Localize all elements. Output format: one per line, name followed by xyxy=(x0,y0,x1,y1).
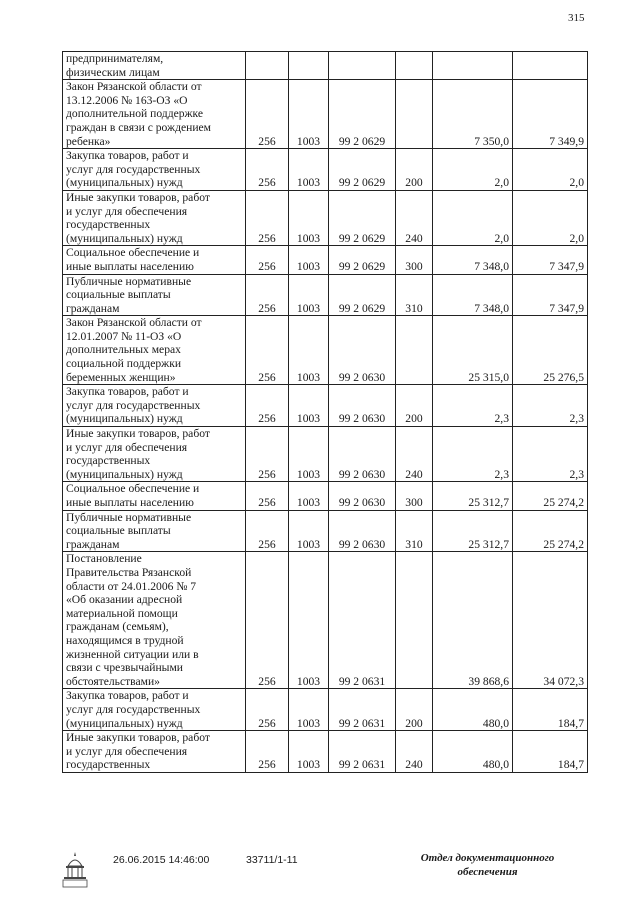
planned-amount: 25 312,7 xyxy=(433,482,513,510)
row-name: предпринимателям, физическим лицам xyxy=(63,52,246,80)
section-code: 1003 xyxy=(289,731,329,773)
expense-kind: 240 xyxy=(396,190,433,245)
section-code: 1003 xyxy=(289,316,329,385)
row-name: Публичные нормативные социальные выплаты гражданам xyxy=(63,274,246,316)
admin-code: 256 xyxy=(246,149,289,191)
row-name: Закон Рязанской области от 12.01.2007 № 11-ОЗ «О дополнительных мерах социальной поддержки беременных женщин» xyxy=(63,316,246,385)
footer-datetime: 26.06.2015 14:46:00 xyxy=(113,854,210,866)
actual-amount: 2,3 xyxy=(513,427,588,482)
table-row xyxy=(63,80,588,149)
actual-amount xyxy=(513,52,588,80)
actual-amount: 184,7 xyxy=(513,731,588,773)
page-footer xyxy=(0,850,640,900)
actual-amount: 25 274,2 xyxy=(513,482,588,510)
section-code: 1003 xyxy=(289,385,329,427)
planned-amount: 7 348,0 xyxy=(433,246,513,274)
admin-code: 256 xyxy=(246,552,289,689)
target-code: 99 2 0631 xyxy=(329,689,396,731)
admin-code: 256 xyxy=(246,316,289,385)
expense-kind: 240 xyxy=(396,427,433,482)
planned-amount: 480,0 xyxy=(433,689,513,731)
footer-dept-line2: обеспечения xyxy=(457,866,518,878)
expense-kind: 200 xyxy=(396,689,433,731)
target-code: 99 2 0631 xyxy=(329,731,396,773)
actual-amount: 25 274,2 xyxy=(513,510,588,552)
planned-amount xyxy=(433,52,513,80)
table-row xyxy=(63,274,588,316)
duma-seal-icon xyxy=(60,850,90,888)
table-row xyxy=(63,316,588,385)
planned-amount: 2,3 xyxy=(433,385,513,427)
actual-amount: 34 072,3 xyxy=(513,552,588,689)
actual-amount: 2,0 xyxy=(513,190,588,245)
row-name: Закупка товаров, работ и услуг для государственных (муниципальных) нужд xyxy=(63,689,246,731)
footer-department xyxy=(400,851,575,879)
target-code: 99 2 0630 xyxy=(329,482,396,510)
admin-code: 256 xyxy=(246,482,289,510)
target-code: 99 2 0629 xyxy=(329,274,396,316)
table-row xyxy=(63,149,588,191)
actual-amount: 184,7 xyxy=(513,689,588,731)
actual-amount: 7 347,9 xyxy=(513,274,588,316)
admin-code: 256 xyxy=(246,80,289,149)
section-code: 1003 xyxy=(289,149,329,191)
admin-code: 256 xyxy=(246,246,289,274)
admin-code: 256 xyxy=(246,731,289,773)
actual-amount: 25 276,5 xyxy=(513,316,588,385)
admin-code: 256 xyxy=(246,385,289,427)
target-code: 99 2 0629 xyxy=(329,246,396,274)
row-name: Публичные нормативные социальные выплаты гражданам xyxy=(63,510,246,552)
expense-kind: 300 xyxy=(396,482,433,510)
actual-amount: 7 347,9 xyxy=(513,246,588,274)
table-row xyxy=(63,510,588,552)
table-row xyxy=(63,385,588,427)
expense-kind: 310 xyxy=(396,274,433,316)
expense-kind xyxy=(396,52,433,80)
target-code: 99 2 0630 xyxy=(329,427,396,482)
table-row xyxy=(63,482,588,510)
row-name: Закупка товаров, работ и услуг для государственных (муниципальных) нужд xyxy=(63,385,246,427)
actual-amount: 2,0 xyxy=(513,149,588,191)
planned-amount: 2,3 xyxy=(433,427,513,482)
table-row xyxy=(63,731,588,773)
table-row xyxy=(63,427,588,482)
admin-code: 256 xyxy=(246,689,289,731)
table-row xyxy=(63,689,588,731)
page-number: 315 xyxy=(568,12,585,24)
admin-code: 256 xyxy=(246,190,289,245)
section-code: 1003 xyxy=(289,246,329,274)
planned-amount: 25 312,7 xyxy=(433,510,513,552)
expense-kind: 310 xyxy=(396,510,433,552)
actual-amount: 2,3 xyxy=(513,385,588,427)
section-code: 1003 xyxy=(289,689,329,731)
planned-amount: 7 348,0 xyxy=(433,274,513,316)
planned-amount: 7 350,0 xyxy=(433,80,513,149)
target-code: 99 2 0631 xyxy=(329,552,396,689)
row-name: Иные закупки товаров, работ и услуг для обеспечения государственных (муниципальных) нужд xyxy=(63,190,246,245)
expense-kind xyxy=(396,316,433,385)
footer-doc-code: 33711/1-11 xyxy=(246,854,298,866)
budget-table xyxy=(62,51,588,773)
section-code: 1003 xyxy=(289,427,329,482)
target-code: 99 2 0629 xyxy=(329,190,396,245)
target-code: 99 2 0629 xyxy=(329,80,396,149)
row-name: Постановление Правительства Рязанской области от 24.01.2006 № 7 «Об оказании адресной материальной помощи гражданам (семьям), находящимся в трудной жизненной ситуации или в связи с чрезвычайными обстоятельствами» xyxy=(63,552,246,689)
expense-kind xyxy=(396,80,433,149)
planned-amount: 480,0 xyxy=(433,731,513,773)
row-name: Закупка товаров, работ и услуг для государственных (муниципальных) нужд xyxy=(63,149,246,191)
planned-amount: 2,0 xyxy=(433,149,513,191)
section-code xyxy=(289,52,329,80)
target-code: 99 2 0630 xyxy=(329,316,396,385)
actual-amount: 7 349,9 xyxy=(513,80,588,149)
expense-kind: 300 xyxy=(396,246,433,274)
section-code: 1003 xyxy=(289,80,329,149)
section-code: 1003 xyxy=(289,552,329,689)
table-row xyxy=(63,246,588,274)
admin-code: 256 xyxy=(246,510,289,552)
row-name: Закон Рязанской области от 13.12.2006 № 163-ОЗ «О дополнительной поддержке граждан в связи с рождением ребенка» xyxy=(63,80,246,149)
expense-kind xyxy=(396,552,433,689)
expense-kind: 200 xyxy=(396,149,433,191)
planned-amount: 39 868,6 xyxy=(433,552,513,689)
table-row xyxy=(63,552,588,689)
target-code: 99 2 0629 xyxy=(329,149,396,191)
target-code: 99 2 0630 xyxy=(329,385,396,427)
admin-code: 256 xyxy=(246,427,289,482)
target-code xyxy=(329,52,396,80)
planned-amount: 25 315,0 xyxy=(433,316,513,385)
expense-kind: 240 xyxy=(396,731,433,773)
footer-dept-line1: Отдел документационного xyxy=(420,852,555,864)
row-name: Иные закупки товаров, работ и услуг для обеспечения государственных xyxy=(63,731,246,773)
section-code: 1003 xyxy=(289,190,329,245)
target-code: 99 2 0630 xyxy=(329,510,396,552)
row-name: Иные закупки товаров, работ и услуг для обеспечения государственных (муниципальных) нужд xyxy=(63,427,246,482)
expense-kind: 200 xyxy=(396,385,433,427)
row-name: Социальное обеспечение и иные выплаты населению xyxy=(63,246,246,274)
section-code: 1003 xyxy=(289,510,329,552)
section-code: 1003 xyxy=(289,482,329,510)
admin-code: 256 xyxy=(246,274,289,316)
row-name: Социальное обеспечение и иные выплаты населению xyxy=(63,482,246,510)
admin-code xyxy=(246,52,289,80)
planned-amount: 2,0 xyxy=(433,190,513,245)
table-row xyxy=(63,190,588,245)
table-row xyxy=(63,52,588,80)
section-code: 1003 xyxy=(289,274,329,316)
